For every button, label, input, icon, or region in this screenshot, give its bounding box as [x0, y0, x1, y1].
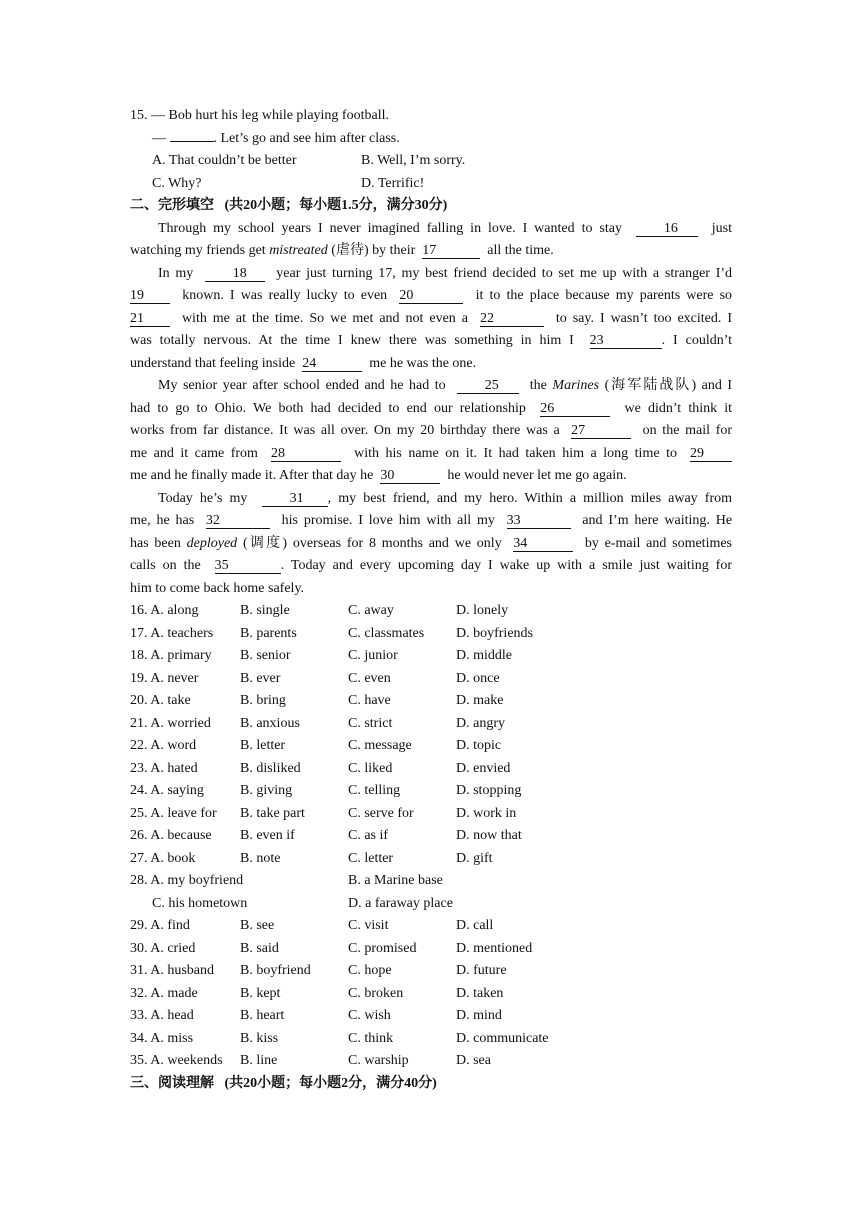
option-28-d: D. a faraway place — [348, 895, 453, 911]
blank-22: 22 — [480, 311, 544, 327]
option-row — [130, 623, 732, 646]
option-d: D. work in — [456, 805, 517, 821]
option-a: 26. A. because — [130, 828, 212, 843]
option-row — [130, 600, 732, 623]
q15-option-d: D. Terrific! — [361, 175, 425, 191]
option-d: D. sea — [456, 1053, 491, 1068]
q15-options-row1 — [130, 150, 732, 173]
option-a: 27. A. book — [130, 850, 196, 866]
option-row — [130, 960, 732, 983]
option-row — [130, 915, 732, 938]
blank-20: 20 — [399, 288, 463, 304]
option-d: D. mentioned — [456, 940, 533, 956]
option-a: 30. A. cried — [130, 940, 196, 956]
options-row-28a — [130, 870, 732, 893]
blank-16: 16 — [636, 221, 698, 237]
blank-25: 25 — [457, 378, 519, 394]
option-b: B. see — [240, 918, 275, 933]
option-row — [130, 690, 732, 713]
option-row — [130, 848, 732, 871]
option-b: B. anxious — [240, 715, 300, 731]
blank-28: 28 — [271, 446, 341, 462]
option-row — [130, 713, 732, 736]
option-d: D. communicate — [456, 1030, 549, 1046]
option-c: C. visit — [348, 918, 389, 933]
option-b: B. take part — [240, 805, 305, 821]
option-a: 19. A. never — [130, 670, 199, 686]
option-b: B. line — [240, 1053, 278, 1068]
q15-blank — [170, 128, 214, 142]
option-row — [130, 1050, 732, 1073]
option-d: D. gift — [456, 850, 493, 866]
option-d: D. lonely — [456, 603, 509, 618]
option-a: 18. A. primary — [130, 648, 212, 663]
option-d: D. future — [456, 963, 507, 978]
blank-33: 33 — [507, 513, 571, 529]
option-d: D. boyfriends — [456, 625, 533, 641]
blank-32: 32 — [206, 513, 270, 529]
blank-18: 18 — [205, 266, 265, 282]
option-d: D. mind — [456, 1008, 502, 1023]
option-a: 24. A. saying — [130, 783, 204, 798]
option-c: C. have — [348, 693, 391, 708]
option-c: C. classmates — [348, 625, 425, 641]
option-row — [130, 825, 732, 848]
option-a: 35. A. weekends — [130, 1053, 223, 1068]
option-28-a: 28. A. my boyfriend — [130, 873, 244, 888]
passage-paragraph-3: My senior year after school ended and he had to 25 the Marines (海军陆战队) and I had to go to Ohio. We both had decided to end our relationship 26 we didn’t think it works from far distance. It was all over. On my 20 birthday there was a 27 on the mail for me and it came from 28 with his name on it. It had taken him a long time to 29 me and he finally made it. After that day he 30 he would never let me go again. — [130, 378, 733, 483]
option-d: D. call — [456, 918, 494, 933]
option-c: C. think — [348, 1030, 394, 1046]
option-c: C. letter — [348, 850, 394, 866]
option-b: B. senior — [240, 648, 291, 663]
option-c: C. away — [348, 603, 394, 618]
option-a: 29. A. find — [130, 918, 190, 933]
option-b: B. letter — [240, 738, 286, 753]
q15-option-a: A. That couldn’t be better — [152, 153, 297, 168]
exam-page — [130, 105, 732, 1095]
option-d: D. once — [456, 670, 500, 686]
q15-option-b: B. Well, I’m sorry. — [361, 153, 466, 168]
option-b: B. disliked — [240, 760, 301, 776]
option-b: B. bring — [240, 693, 286, 708]
blank-29: 29 — [690, 446, 732, 462]
option-a: 33. A. head — [130, 1008, 194, 1023]
option-d: D. make — [456, 693, 504, 708]
option-row — [130, 758, 732, 781]
option-c: C. hope — [348, 963, 392, 978]
options-list-16-27 — [130, 600, 732, 870]
option-c: C. message — [348, 738, 412, 753]
option-c: C. as if — [348, 828, 389, 843]
option-b: B. note — [240, 850, 281, 866]
option-a: 31. A. husband — [130, 963, 214, 978]
option-row — [130, 780, 732, 803]
option-b: B. giving — [240, 783, 293, 798]
section3-heading: 三、阅读理解 (共20小题；每小题2分，满分40分) — [130, 1075, 437, 1091]
option-a: 23. A. hated — [130, 760, 198, 776]
blank-35: 35 — [215, 558, 281, 574]
blank-17: 17 — [422, 243, 480, 259]
option-b: B. said — [240, 940, 279, 956]
option-row — [130, 1005, 732, 1028]
option-d: D. now that — [456, 828, 522, 843]
option-a: 22. A. word — [130, 738, 197, 753]
q15-options-row2 — [130, 173, 732, 196]
blank-30: 30 — [380, 468, 440, 484]
option-b: B. parents — [240, 625, 297, 641]
blank-23: 23 — [590, 333, 662, 349]
option-a: 32. A. made — [130, 985, 198, 1001]
option-a: 20. A. take — [130, 693, 191, 708]
blank-27: 27 — [571, 423, 631, 439]
option-c: C. wish — [348, 1008, 391, 1023]
option-a: 25. A. leave for — [130, 805, 217, 821]
option-28-c: C. his hometown — [152, 895, 248, 911]
option-c: C. promised — [348, 940, 417, 956]
passage-paragraph-4: Today he’s my 31 , my best friend, and my hero. Within a million miles away from me, he has 32 his promise. I love him with all my 33 and I’m here waiting. He has been deployed (调度) overseas for 8 months and we only 34 by e-mail and sometimes calls on the 35 . Today and every upcoming day I wake up with a smile just waiting for him to come back home safely. — [130, 490, 733, 596]
option-c: C. strict — [348, 715, 393, 731]
option-a: 16. A. along — [130, 603, 199, 618]
blank-19: 19 — [130, 288, 170, 304]
option-c: C. serve for — [348, 805, 414, 821]
option-row — [130, 1028, 732, 1051]
option-d: D. taken — [456, 985, 504, 1001]
option-row — [130, 983, 732, 1006]
blank-24: 24 — [302, 356, 362, 372]
option-c: C. warship — [348, 1053, 409, 1068]
option-c: C. junior — [348, 648, 398, 663]
blank-34: 34 — [513, 536, 573, 552]
option-a: 21. A. worried — [130, 715, 211, 731]
option-a: 34. A. miss — [130, 1030, 194, 1046]
option-b: B. heart — [240, 1008, 285, 1023]
option-b: B. ever — [240, 670, 281, 686]
blank-31: 31 — [262, 491, 328, 507]
option-row — [130, 735, 732, 758]
option-b: B. boyfriend — [240, 963, 311, 978]
options-row-28b — [130, 893, 732, 916]
option-row — [130, 645, 732, 668]
option-row — [130, 938, 732, 961]
passage-paragraph-1: Through my school years I never imagined falling in love. I wanted to stay 16 just watching my friends get mistreated (虐待) by their 17 all the time. — [130, 220, 733, 258]
option-a: 17. A. teachers — [130, 625, 214, 641]
blank-21: 21 — [130, 311, 170, 327]
option-d: D. envied — [456, 760, 511, 776]
option-c: C. liked — [348, 760, 393, 776]
blank-26: 26 — [540, 401, 610, 417]
option-b: B. even if — [240, 828, 295, 843]
option-c: C. even — [348, 670, 391, 686]
section2-heading: 二、完形填空 (共20小题；每小题1.5分，满分30分) — [130, 198, 448, 213]
option-28-b: B. a Marine base — [348, 873, 443, 888]
options-list-29-35 — [130, 915, 732, 1073]
option-row — [130, 668, 732, 691]
option-c: C. broken — [348, 985, 404, 1001]
option-b: B. kiss — [240, 1030, 279, 1046]
option-c: C. telling — [348, 783, 401, 798]
option-d: D. middle — [456, 648, 512, 663]
q15-option-c: C. Why? — [152, 175, 202, 191]
option-d: D. topic — [456, 738, 502, 753]
option-d: D. angry — [456, 715, 505, 731]
option-b: B. kept — [240, 985, 281, 1001]
option-b: B. single — [240, 603, 290, 618]
q15-reply: — . Let’s go and see him after class. — [130, 128, 732, 151]
q15-stem: 15. — Bob hurt his leg while playing football. — [130, 108, 389, 123]
option-d: D. stopping — [456, 783, 522, 798]
passage-paragraph-2: In my 18 year just turning 17, my best friend decided to set me up with a stranger I’d 19 known. I was really lucky to even 20 it to the place because my parents were so 21 with me at the time. So we met and not even a 22 to say. I wasn’t too excited. I was totally nervous. At the time I knew there was something in him I 23 . I couldn’t understand that feeling inside 24 me he was the one. — [130, 265, 733, 371]
option-row — [130, 803, 732, 826]
